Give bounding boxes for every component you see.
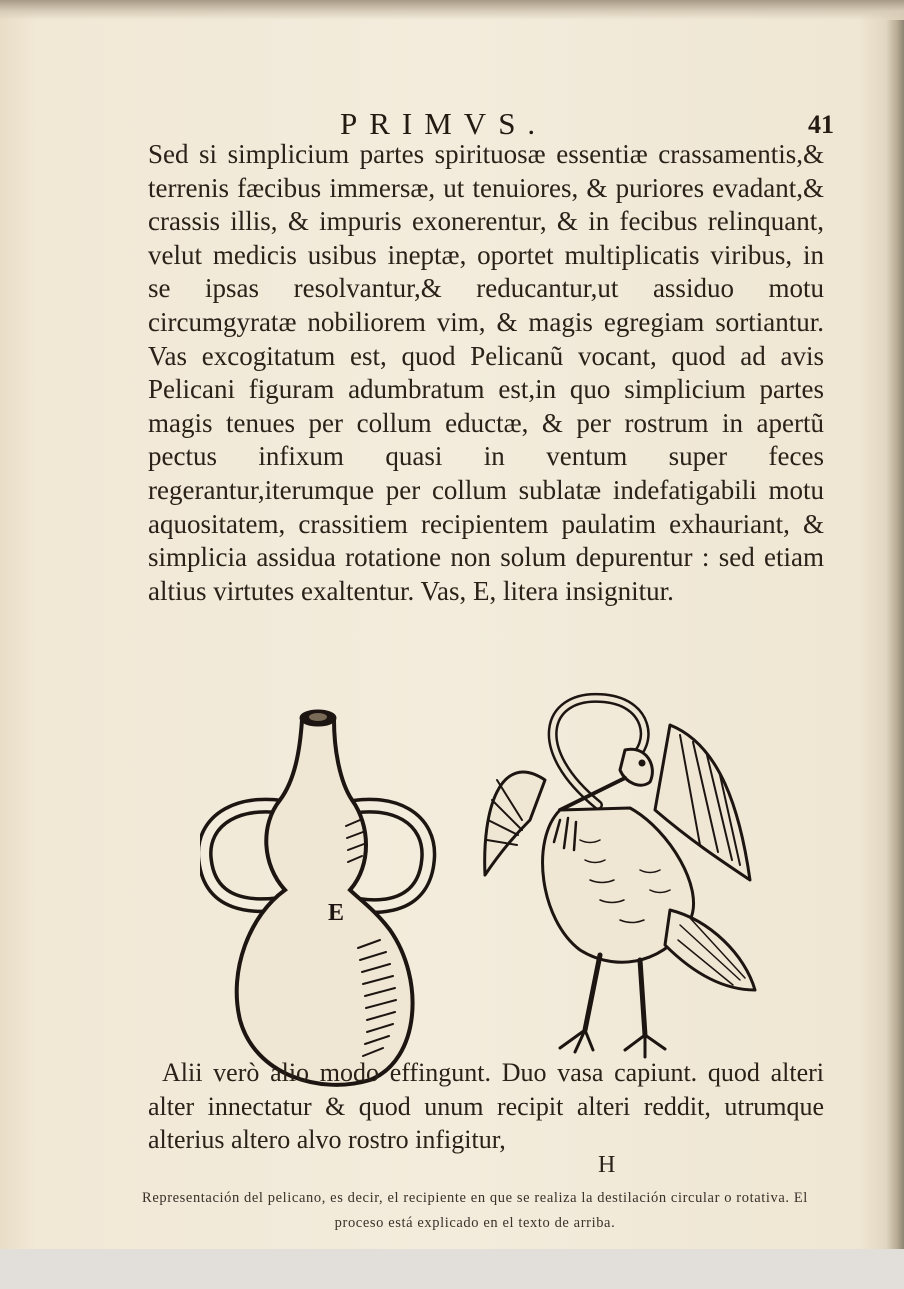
scan-bottom-margin — [0, 1249, 904, 1289]
page-header — [0, 106, 904, 140]
body-paragraph-text: Sed si simplicium partes spirituosæ essentiæ crassamentis,& terrenis fæcibus immersæ, ut tenuiores, & puriores evadant,& crassis illis, & impuris exonerentur, & in fecibus relinquant, velut medicis usibus ineptæ, oportet multiplicatis viribus, in se ipsas resolvantur,& reducantur,ut assiduo motu circumgyratæ nobiliorem vim, & magis egregiam sortiantur. Vas excogitatum est, quod Pelicanũ vocant, quod ad avis Pelicani figuram adumbratum est,in quo simplicium partes magis tenues per collum eductæ, & per rostrum in apertũ pectus infixum quasi in ventum super feces regerantur,iterumque per collum sublatæ indefatigabili motu aquositatem, crassitiem recipientem paulatim exhauriant, & simplicia assidua rotatione non solum depurentur : sed etiam altius virtutes exaltentur. Vas, E, litera insignitur. — [148, 139, 824, 606]
continuation-paragraph — [148, 1056, 824, 1157]
page-right-edge — [886, 20, 904, 1250]
continuation-text: Alii verò alio modo effingunt. Duo vasa capiunt. quod alteri alter innectatur & quod unum recipit alteri reddit, utrumque alterius altero alvo rostro infigitur, — [148, 1058, 824, 1155]
vessel-label-e: E — [328, 900, 345, 926]
pelican-woodcut-figure — [200, 690, 760, 1090]
body-paragraph — [148, 138, 824, 608]
page-top-shadow — [0, 0, 904, 20]
pelican-vessel-illustration — [205, 711, 429, 1085]
signature-mark: H — [598, 1152, 616, 1178]
pelican-bird-illustration — [485, 698, 755, 1057]
figure-caption — [140, 1186, 810, 1236]
running-title: PRIMVS. — [340, 106, 548, 141]
figure-caption-text: Representación del pelicano, es decir, el recipiente en que se realiza la destilación circular o rotativa. El proceso está explicado en el texto de arriba. — [142, 1190, 808, 1231]
page-number: 41 — [808, 110, 834, 139]
